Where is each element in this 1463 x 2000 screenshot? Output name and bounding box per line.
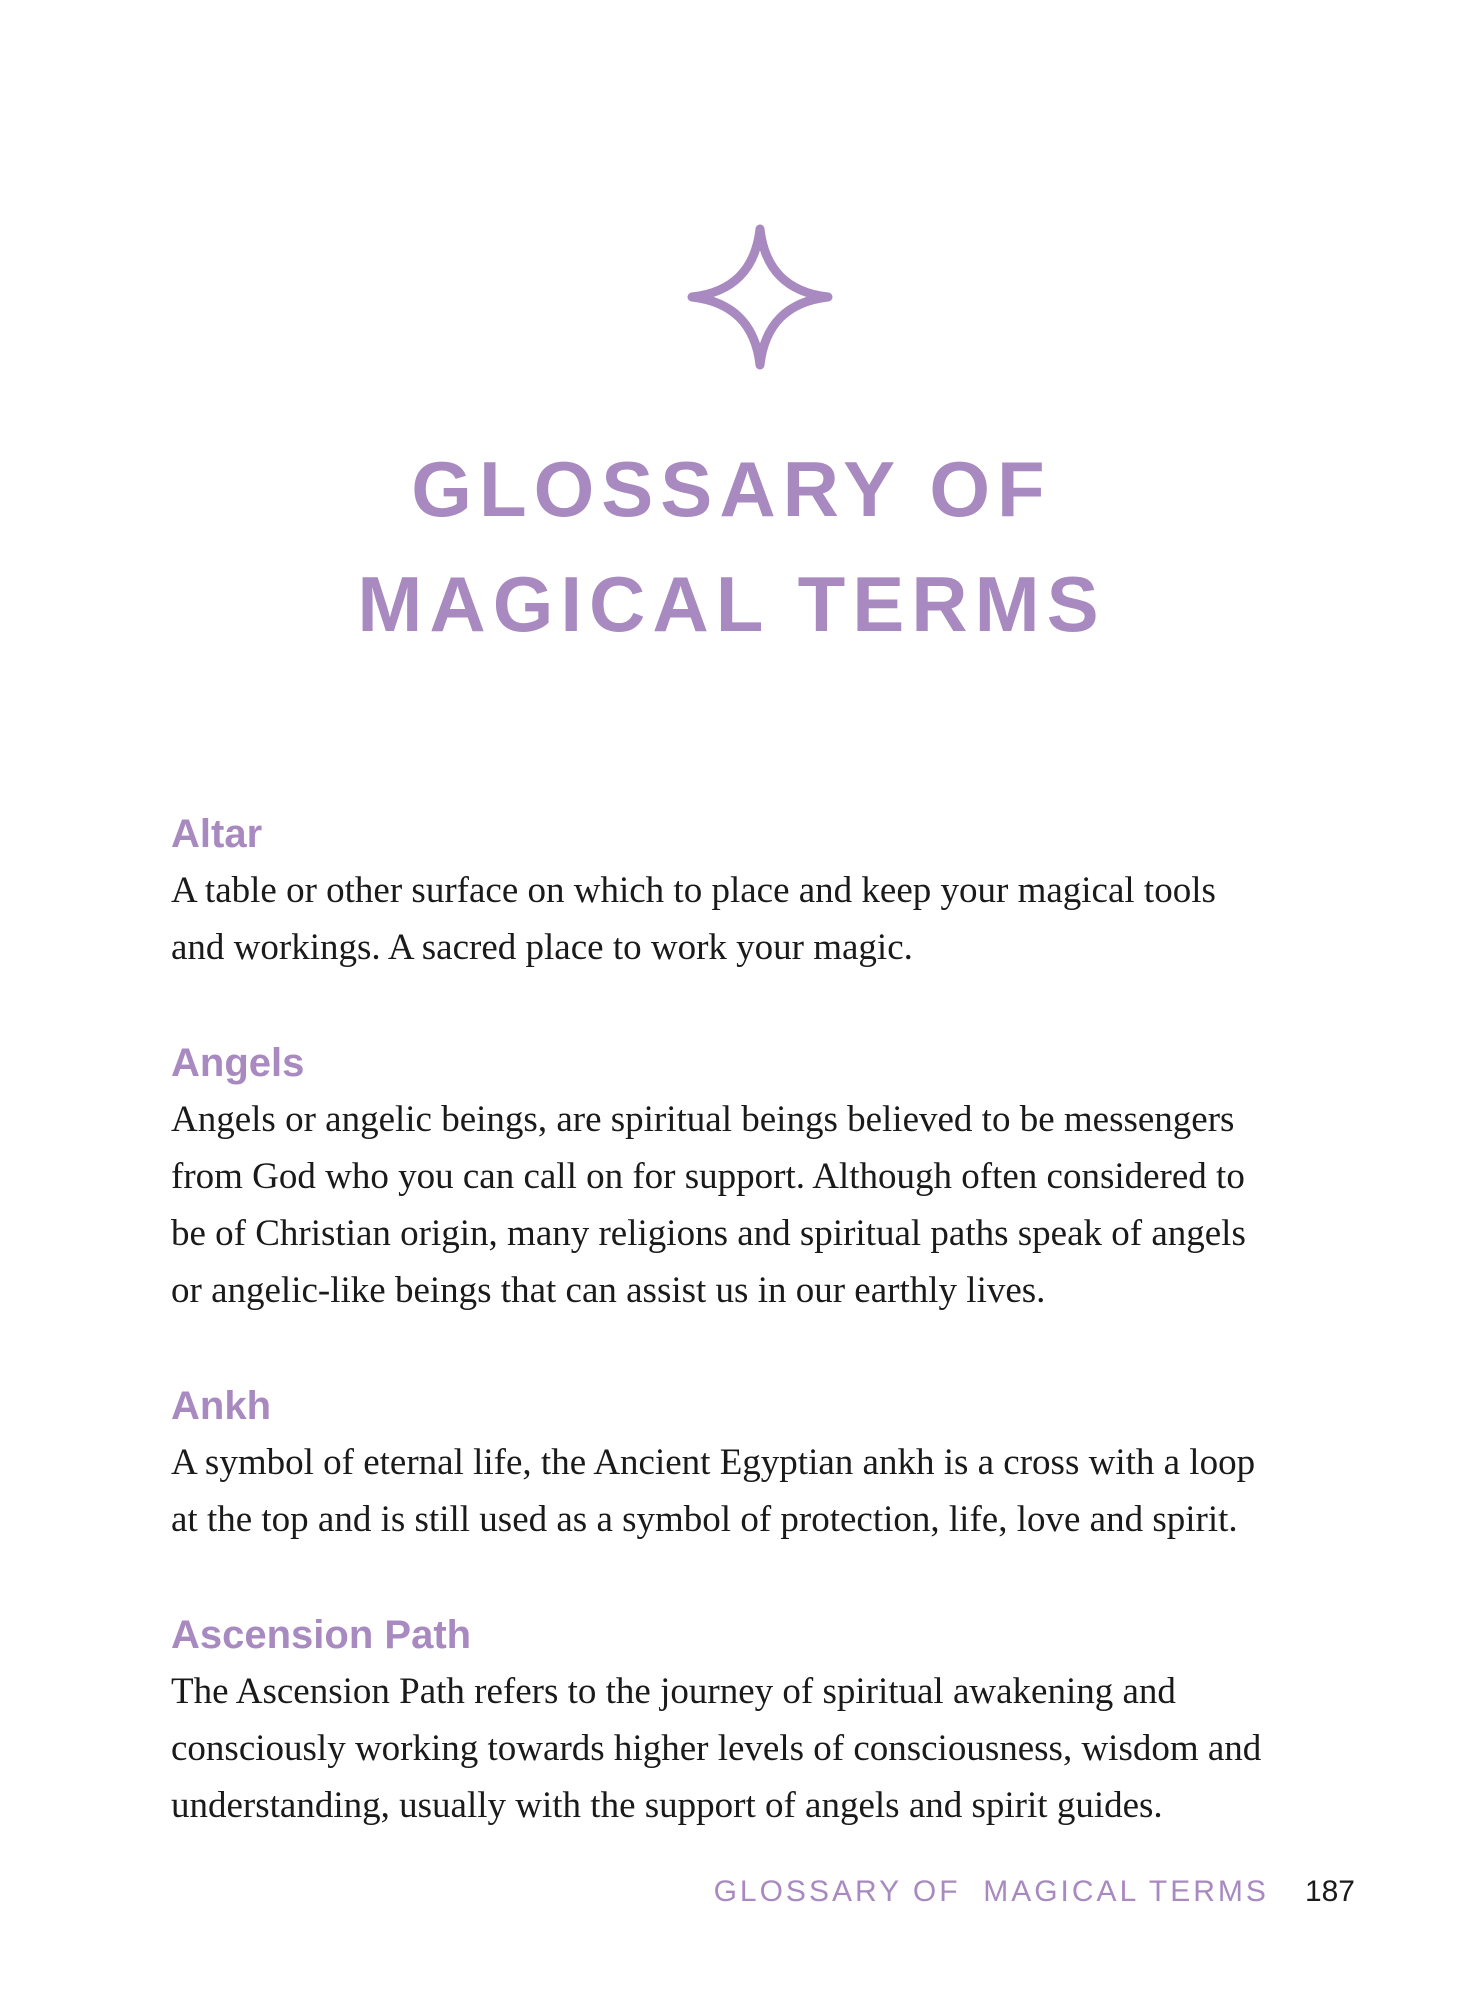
page-title-line-2: MAGICAL TERMS <box>357 560 1106 648</box>
page-title <box>0 432 1463 662</box>
page-title-line-1: GLOSSARY OF <box>411 445 1052 533</box>
glossary-definition: Angels or angelic beings, are spiritual beings believed to be messengers from God who you can call on for support. Although often considered to be of Christian origin, many religions and spiritual paths speak of angels or angelic-like beings that can assist us in our earthly lives. <box>171 1099 1246 1311</box>
glossary-term: Altar <box>171 812 263 856</box>
glossary-definition: A table or other surface on which to place and keep your magical tools and workings. A sacred place to work your magic. <box>171 870 1216 968</box>
glossary-definition: A symbol of eternal life, the Ancient Egyptian ankh is a cross with a loop at the top and is still used as a symbol of protection, life, love and spirit. <box>171 1442 1256 1540</box>
running-title: GLOSSARY OF MAGICAL TERMS <box>713 1875 1269 1908</box>
glossary-term: Angels <box>171 1041 305 1085</box>
glossary-term: Ascension Path <box>171 1613 472 1657</box>
glossary-entry-ascension-path <box>171 1607 1371 1834</box>
glossary-definition: The Ascension Path refers to the journey of spiritual awakening and consciously working towards higher levels of consciousness, wisdom and understanding, usually with the support of angels and spirit guides. <box>171 1671 1262 1826</box>
page-footer <box>0 1872 1355 1912</box>
glossary-entry-angels <box>171 1035 1371 1319</box>
glossary-entry-altar <box>171 806 1371 976</box>
glossary-term: Ankh <box>171 1384 271 1428</box>
four-point-star-icon <box>685 222 835 372</box>
glossary-entries <box>171 806 1371 1893</box>
glossary-entry-ankh <box>171 1378 1371 1548</box>
page-number: 187 <box>1304 1875 1355 1908</box>
